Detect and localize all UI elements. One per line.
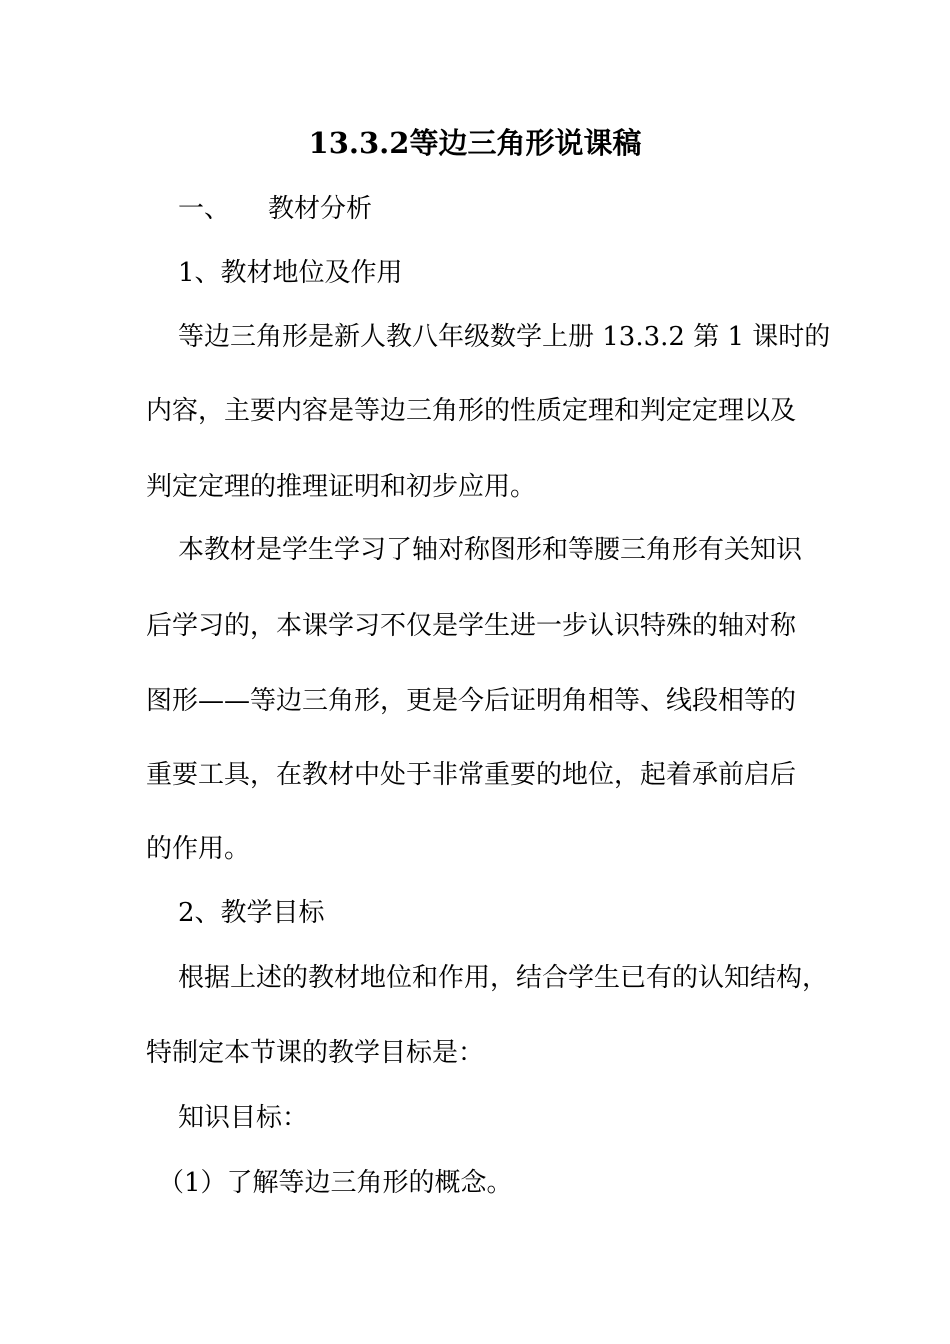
paragraph-line: 本教材是学生学习了轴对称图形和等腰三角形有关知识 — [178, 535, 803, 565]
list-item: （1）了解等边三角形的概念。 — [158, 1168, 513, 1198]
paragraph-line: 知识目标： — [178, 1103, 309, 1133]
paragraph-line: 根据上述的教材地位和作用，结合学生已有的认知结构， — [178, 963, 829, 993]
paragraph-line: 后学习的，本课学习不仅是学生进一步认识特殊的轴对称 — [146, 611, 797, 641]
paragraph-line: 内容，主要内容是等边三角形的性质定理和判定定理以及 — [146, 396, 797, 426]
section-title: 教材分析 — [268, 194, 373, 224]
subsection-heading: 1、教材地位及作用 — [178, 258, 403, 288]
paragraph-line: 重要工具，在教材中处于非常重要的地位，起着承前启后 — [146, 760, 797, 790]
paragraph-line: 特制定本节课的教学目标是： — [146, 1038, 485, 1068]
subsection-heading: 2、教学目标 — [178, 898, 325, 928]
paragraph-line: 的作用。 — [146, 834, 251, 864]
section-number: 一、 — [178, 194, 231, 224]
paragraph-line: 等边三角形是新人教八年级数学上册 13.3.2 第 1 课时的 — [178, 322, 831, 352]
document-title: 13.3.2等边三角形说课稿 — [308, 126, 642, 160]
paragraph-line: 判定定理的推理证明和初步应用。 — [146, 472, 537, 502]
paragraph-line: 图形——等边三角形，更是今后证明角相等、线段相等的 — [146, 686, 797, 716]
